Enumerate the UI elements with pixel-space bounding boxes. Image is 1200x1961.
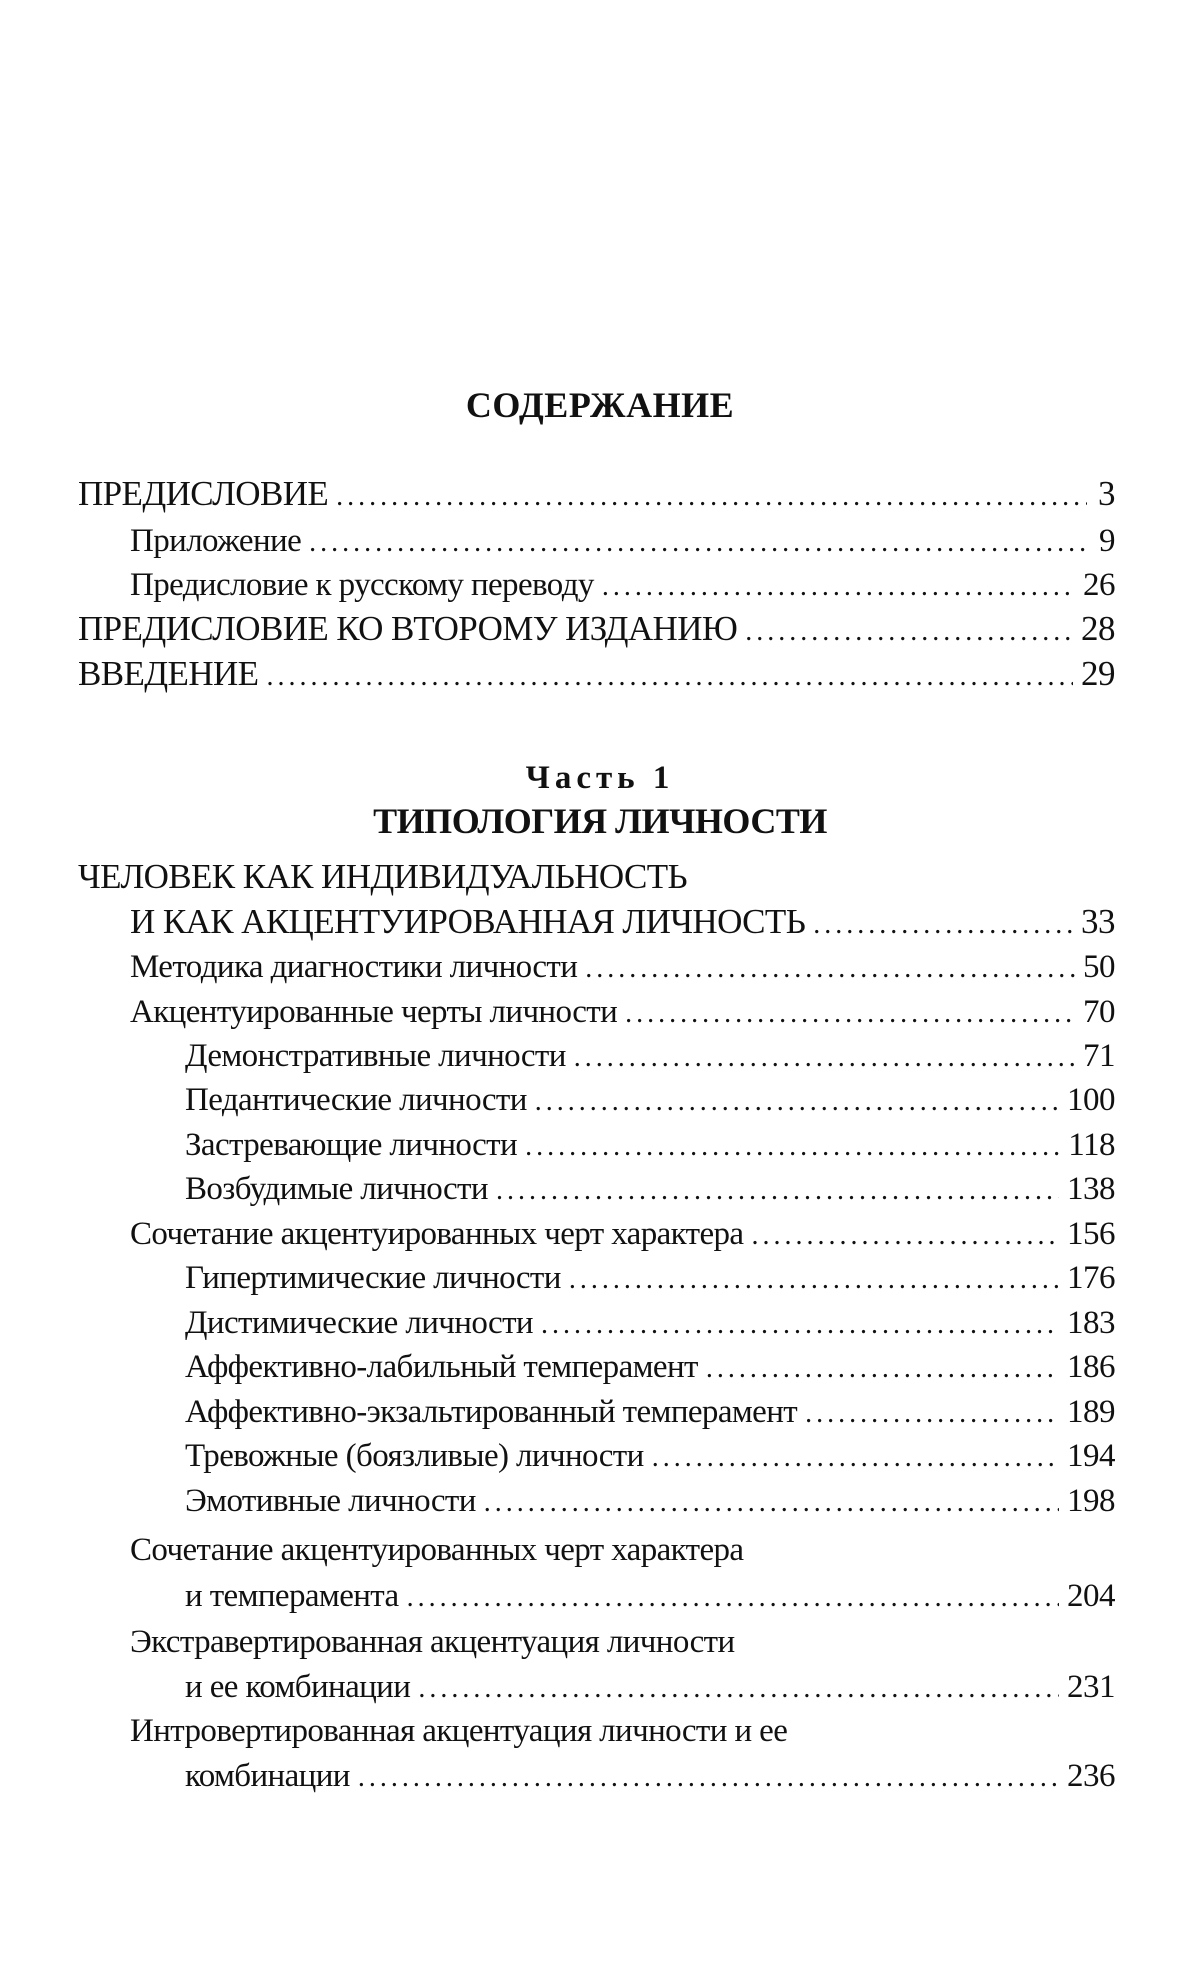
toc-leader-dots <box>336 477 1087 514</box>
toc-entry <box>185 1258 1115 1298</box>
toc-page-number: 186 <box>1067 1349 1115 1385</box>
toc-page-number: 9 <box>1099 523 1115 559</box>
toc-leader-dots <box>541 1305 1059 1343</box>
toc-entry-text: Дистимические личности <box>185 1305 533 1341</box>
toc-page-number: 33 <box>1081 902 1115 941</box>
toc-page-number: 118 <box>1068 1127 1115 1163</box>
toc-page-number: 194 <box>1067 1438 1115 1474</box>
toc-entry-text: комбинации <box>185 1758 350 1794</box>
toc-entry <box>130 1214 1115 1254</box>
toc-leader-dots <box>418 1669 1059 1707</box>
toc-entry-text: ПРЕДИСЛОВИЕ <box>78 474 329 513</box>
toc-entry <box>185 1347 1115 1387</box>
toc-page-number: 70 <box>1083 994 1115 1030</box>
toc-entry-text: и темперамента <box>185 1578 399 1614</box>
toc-entry-text: Приложение <box>130 523 302 559</box>
toc-entry-text: Педантические личности <box>185 1082 527 1118</box>
toc-leader-dots <box>751 1216 1059 1254</box>
page-title: СОДЕРЖАНИЕ <box>465 385 735 425</box>
toc-entry-text: Гипертимические личности <box>185 1260 561 1296</box>
toc-leader-dots <box>309 523 1087 561</box>
toc-leader-dots <box>625 994 1075 1032</box>
toc-page-number: 29 <box>1081 654 1115 693</box>
toc-entry <box>185 1303 1115 1343</box>
toc-entry <box>78 654 1115 694</box>
toc-page-number: 28 <box>1081 609 1115 648</box>
toc-entry <box>185 1080 1115 1120</box>
toc-page-number: 236 <box>1067 1758 1115 1794</box>
toc-leader-dots <box>358 1758 1059 1796</box>
toc-entry-text: Предисловие к русскому переводу <box>130 567 594 603</box>
toc-entry-first-line: Экстравертированная акцентуация личности <box>130 1624 735 1660</box>
toc-page-number: 183 <box>1067 1305 1115 1341</box>
toc-page-number: 176 <box>1067 1260 1115 1296</box>
toc-entry-text: ВВЕДЕНИЕ <box>78 654 259 693</box>
toc-leader-dots <box>745 612 1073 649</box>
toc-entry <box>185 1436 1115 1476</box>
toc-page-number: 3 <box>1098 474 1115 513</box>
toc-entry-text: Сочетание акцентуированных черт характера <box>130 1216 744 1252</box>
toc-entry <box>78 474 1115 514</box>
toc-page-number: 100 <box>1067 1082 1115 1118</box>
toc-leader-dots <box>574 1038 1075 1076</box>
toc-page-number: 231 <box>1067 1669 1115 1705</box>
toc-leader-dots <box>484 1483 1059 1521</box>
toc-leader-dots <box>407 1578 1059 1616</box>
toc-entry-text: Тревожные (боязливые) личности <box>185 1438 644 1474</box>
toc-page-number: 198 <box>1067 1483 1115 1519</box>
toc-entry <box>185 1392 1115 1432</box>
toc-entry <box>185 1125 1115 1165</box>
part-title: ТИПОЛОГИЯ ЛИЧНОСТИ <box>373 801 827 841</box>
toc-entry <box>185 1576 1115 1616</box>
toc-leader-dots <box>805 1394 1059 1432</box>
toc-entry-text: Демонстративные личности <box>185 1038 566 1074</box>
chapter-title-line: ЧЕЛОВЕК КАК ИНДИВИДУАЛЬНОСТЬ <box>78 857 688 896</box>
part-label: Часть 1 <box>525 760 675 796</box>
toc-leader-dots <box>652 1438 1059 1476</box>
toc-leader-dots <box>706 1349 1059 1387</box>
toc-entry-text: Возбудимые личности <box>185 1171 488 1207</box>
toc-entry <box>185 1756 1115 1796</box>
toc-page-number: 156 <box>1067 1216 1115 1252</box>
toc-leader-dots <box>525 1127 1060 1165</box>
toc-entry <box>185 1481 1115 1521</box>
toc-entry-text: ПРЕДИСЛОВИЕ КО ВТОРОМУ ИЗДАНИЮ <box>78 609 738 648</box>
toc-page-number: 138 <box>1067 1171 1115 1207</box>
toc-entry-text: И КАК АКЦЕНТУИРОВАННАЯ ЛИЧНОСТЬ <box>130 902 806 941</box>
toc-entry <box>185 1169 1115 1209</box>
toc-page-number: 189 <box>1067 1394 1115 1430</box>
toc-leader-dots <box>569 1260 1059 1298</box>
toc-leader-dots <box>266 657 1073 694</box>
toc-entry-text: и ее комбинации <box>185 1669 411 1705</box>
toc-entry <box>78 609 1115 649</box>
toc-entry-text: Акцентуированные черты личности <box>130 994 618 1030</box>
toc-entry <box>185 1667 1115 1707</box>
toc-entry-text: Аффективно-лабильный темперамент <box>185 1349 698 1385</box>
toc-entry <box>185 1036 1115 1076</box>
toc-entry <box>130 992 1115 1032</box>
toc-entry <box>130 902 1115 942</box>
toc-leader-dots <box>496 1171 1059 1209</box>
toc-entry-text: Застревающие личности <box>185 1127 518 1163</box>
toc-leader-dots <box>602 567 1075 605</box>
toc-entry-first-line: Интровертированная акцентуация личности и ее <box>130 1713 788 1749</box>
toc-entry-text: Аффективно-экзальтированный темперамент <box>185 1394 798 1430</box>
toc-entry <box>130 947 1115 987</box>
toc-leader-dots <box>535 1082 1059 1120</box>
toc-entry-text: Методика диагностики личности <box>130 949 578 985</box>
toc-entry-text: Эмотивные личности <box>185 1483 476 1519</box>
toc-page-number: 50 <box>1083 949 1115 985</box>
toc-leader-dots <box>813 905 1073 942</box>
toc-page-number: 204 <box>1067 1578 1115 1614</box>
toc-page-number: 26 <box>1083 567 1115 603</box>
toc-entry-first-line: Сочетание акцентуированных черт характера <box>130 1532 744 1568</box>
toc-page-number: 71 <box>1083 1038 1115 1074</box>
toc-entry <box>130 565 1115 605</box>
toc-leader-dots <box>585 949 1075 987</box>
toc-entry <box>130 521 1115 561</box>
